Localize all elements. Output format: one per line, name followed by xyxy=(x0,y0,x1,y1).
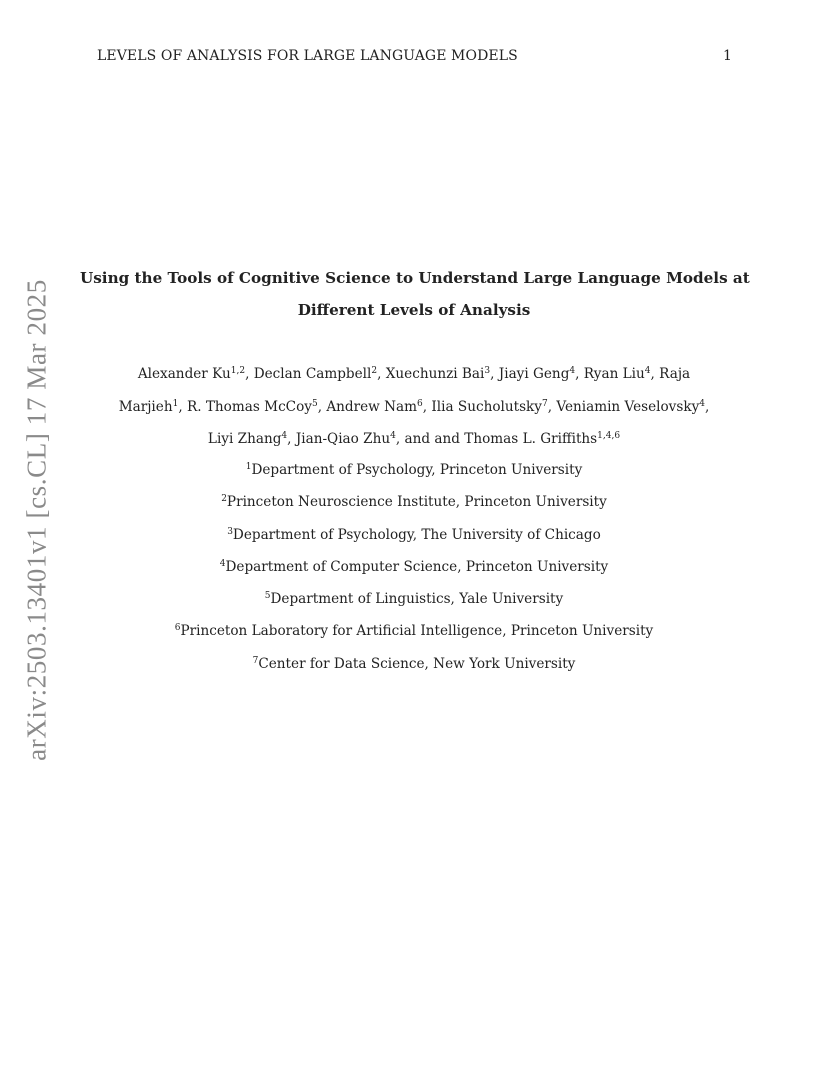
affiliation-number: 5 xyxy=(264,591,271,602)
author-affiliation-marker: 4 xyxy=(390,431,396,441)
affiliation xyxy=(60,519,768,551)
running-header xyxy=(97,48,732,68)
author-affiliation-marker: 1,2 xyxy=(230,366,246,376)
author-name: Declan Campbell xyxy=(253,366,372,382)
author-name: Ryan Liu xyxy=(583,366,645,382)
author-name: R. Thomas McCoy xyxy=(186,398,312,415)
affiliation-text: Princeton Neuroscience Institute, Princeton University xyxy=(226,494,607,511)
author-line-3 xyxy=(60,423,768,456)
paper-title-line-1: Using the Tools of Cognitive Science to Understand Large Language Models at xyxy=(80,269,750,287)
author-affiliation-marker: 3 xyxy=(484,366,491,376)
author-separator: , Raja xyxy=(650,366,691,382)
paper-title-line-2: Different Levels of Analysis xyxy=(297,301,531,319)
arxiv-identifier-stamp: arXiv:2503.13401v1 [cs.CL] 17 Mar 2025 xyxy=(21,279,52,761)
author xyxy=(556,399,709,415)
affiliation-text: Department of Psychology, Princeton University xyxy=(251,462,583,478)
author-affiliation-marker: 1 xyxy=(172,398,179,409)
author-name: Ilia Sucholutsky xyxy=(431,398,542,415)
author-separator: , xyxy=(317,398,327,415)
author xyxy=(584,366,690,382)
author xyxy=(464,431,620,447)
author-name: Jian-Qiao Zhu xyxy=(295,431,391,447)
author xyxy=(119,399,187,415)
author-separator: , xyxy=(704,398,710,415)
author xyxy=(386,366,499,382)
affiliation xyxy=(60,486,768,518)
affiliation xyxy=(60,454,768,486)
author-affiliation-marker: 2 xyxy=(371,366,378,376)
paper-title xyxy=(80,262,748,326)
affiliation xyxy=(60,648,768,680)
affiliation xyxy=(60,615,768,647)
author-affiliation-marker: 1,4,6 xyxy=(597,431,621,441)
affiliation xyxy=(60,551,768,583)
author xyxy=(254,366,386,382)
author-separator: , xyxy=(377,366,386,382)
affiliation-text: Department of Linguistics, Yale University xyxy=(270,591,564,608)
author xyxy=(138,366,254,382)
affiliation-number: 2 xyxy=(221,494,227,505)
author-name: Liyi Zhang xyxy=(207,431,282,447)
author-affiliation-marker: 5 xyxy=(311,398,318,409)
author-separator: , xyxy=(490,366,499,382)
author-separator: , xyxy=(245,366,254,382)
author-name: Marjieh xyxy=(118,398,173,415)
author xyxy=(187,399,326,415)
author-separator: , and and xyxy=(395,431,465,447)
affiliation-number: 1 xyxy=(245,462,252,472)
author-affiliation-marker: 4 xyxy=(644,366,651,376)
author-separator: , xyxy=(575,366,584,382)
author xyxy=(431,399,556,415)
affiliation-number: 4 xyxy=(219,558,226,569)
author xyxy=(296,431,464,447)
affiliation-list xyxy=(60,454,768,680)
author-name: Veniamin Veselovsky xyxy=(556,398,700,415)
author-affiliation-marker: 4 xyxy=(569,366,576,376)
affiliation-number: 6 xyxy=(174,623,181,634)
affiliation-number: 7 xyxy=(252,655,259,666)
affiliation-text: Center for Data Science, New York University xyxy=(258,655,576,672)
author-separator: , xyxy=(178,398,187,415)
page-number: 1 xyxy=(722,48,732,64)
affiliation xyxy=(60,583,768,615)
affiliation-text: Princeton Laboratory for Artificial Intelligence, Princeton University xyxy=(180,623,654,640)
author-affiliation-marker: 6 xyxy=(417,398,423,409)
author-line-2 xyxy=(60,391,768,424)
author-name: Thomas L. Griffiths xyxy=(464,431,598,447)
author-affiliation-marker: 4 xyxy=(699,398,705,409)
author-name: Alexander Ku xyxy=(137,366,231,382)
running-title: LEVELS OF ANALYSIS FOR LARGE LANGUAGE MODELS xyxy=(97,48,518,64)
author-separator: , xyxy=(287,431,296,447)
author-list xyxy=(60,358,768,456)
author-name: Xuechunzi Bai xyxy=(385,366,485,382)
author-affiliation-marker: 7 xyxy=(541,398,548,409)
affiliation-number: 3 xyxy=(227,526,233,537)
author xyxy=(326,399,431,415)
author-separator: , xyxy=(422,398,432,415)
author xyxy=(208,431,296,447)
author-affiliation-marker: 4 xyxy=(281,431,288,441)
affiliation-text: Department of Computer Science, Princeton University xyxy=(225,558,609,575)
author xyxy=(499,366,584,382)
author-line-1 xyxy=(60,358,768,391)
author-separator: , xyxy=(547,398,557,415)
author-name: Andrew Nam xyxy=(326,398,418,415)
author-name: Jiayi Geng xyxy=(498,366,570,382)
affiliation-text: Department of Psychology, The University of Chicago xyxy=(232,526,601,543)
